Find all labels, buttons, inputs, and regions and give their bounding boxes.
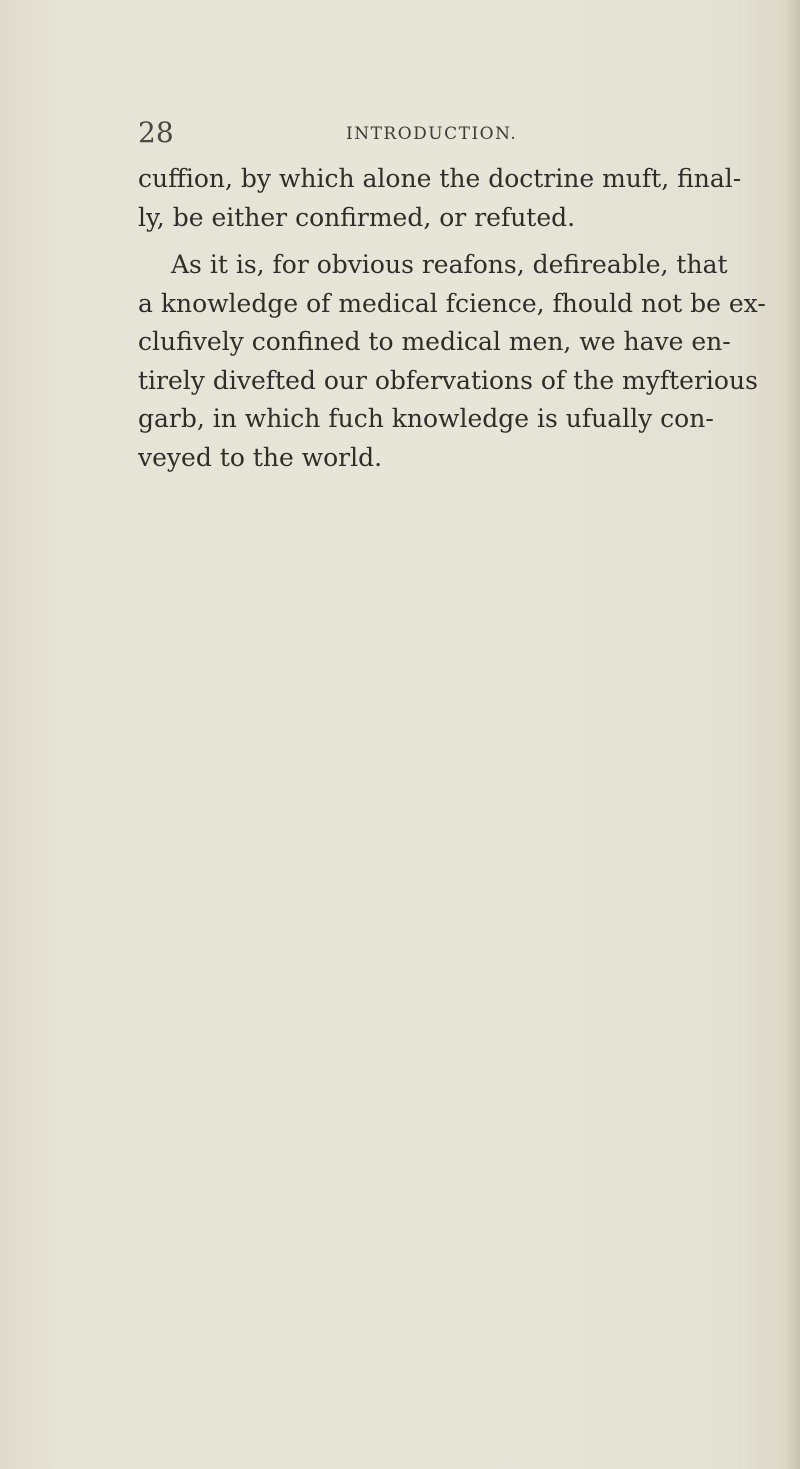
text-line: cuffion, by which alone the doctrine muft, final- [138, 164, 742, 193]
page-edge-shadow [786, 0, 800, 1469]
text-line: ly, be either confirmed, or refuted. [138, 202, 576, 232]
paragraph-2 [138, 246, 778, 477]
page-header [138, 118, 778, 148]
text-line: tirely divefted our obfervations of the myfterious [138, 365, 758, 395]
body-text [138, 160, 778, 477]
text-line: a knowledge of medical fcience, fhould not be ex- [138, 288, 766, 318]
text-line: veyed to the world. [138, 442, 383, 472]
text-line: As it is, for obvious reafons, defireable, that [171, 250, 728, 279]
paragraph-1 [138, 160, 778, 237]
running-head: INTRODUCTION. [346, 124, 518, 144]
page-number: 28 [138, 116, 174, 149]
text-line: garb, in which fuch knowledge is ufually con- [138, 404, 714, 433]
text-line: clufively confined to medical men, we have en- [138, 327, 731, 356]
